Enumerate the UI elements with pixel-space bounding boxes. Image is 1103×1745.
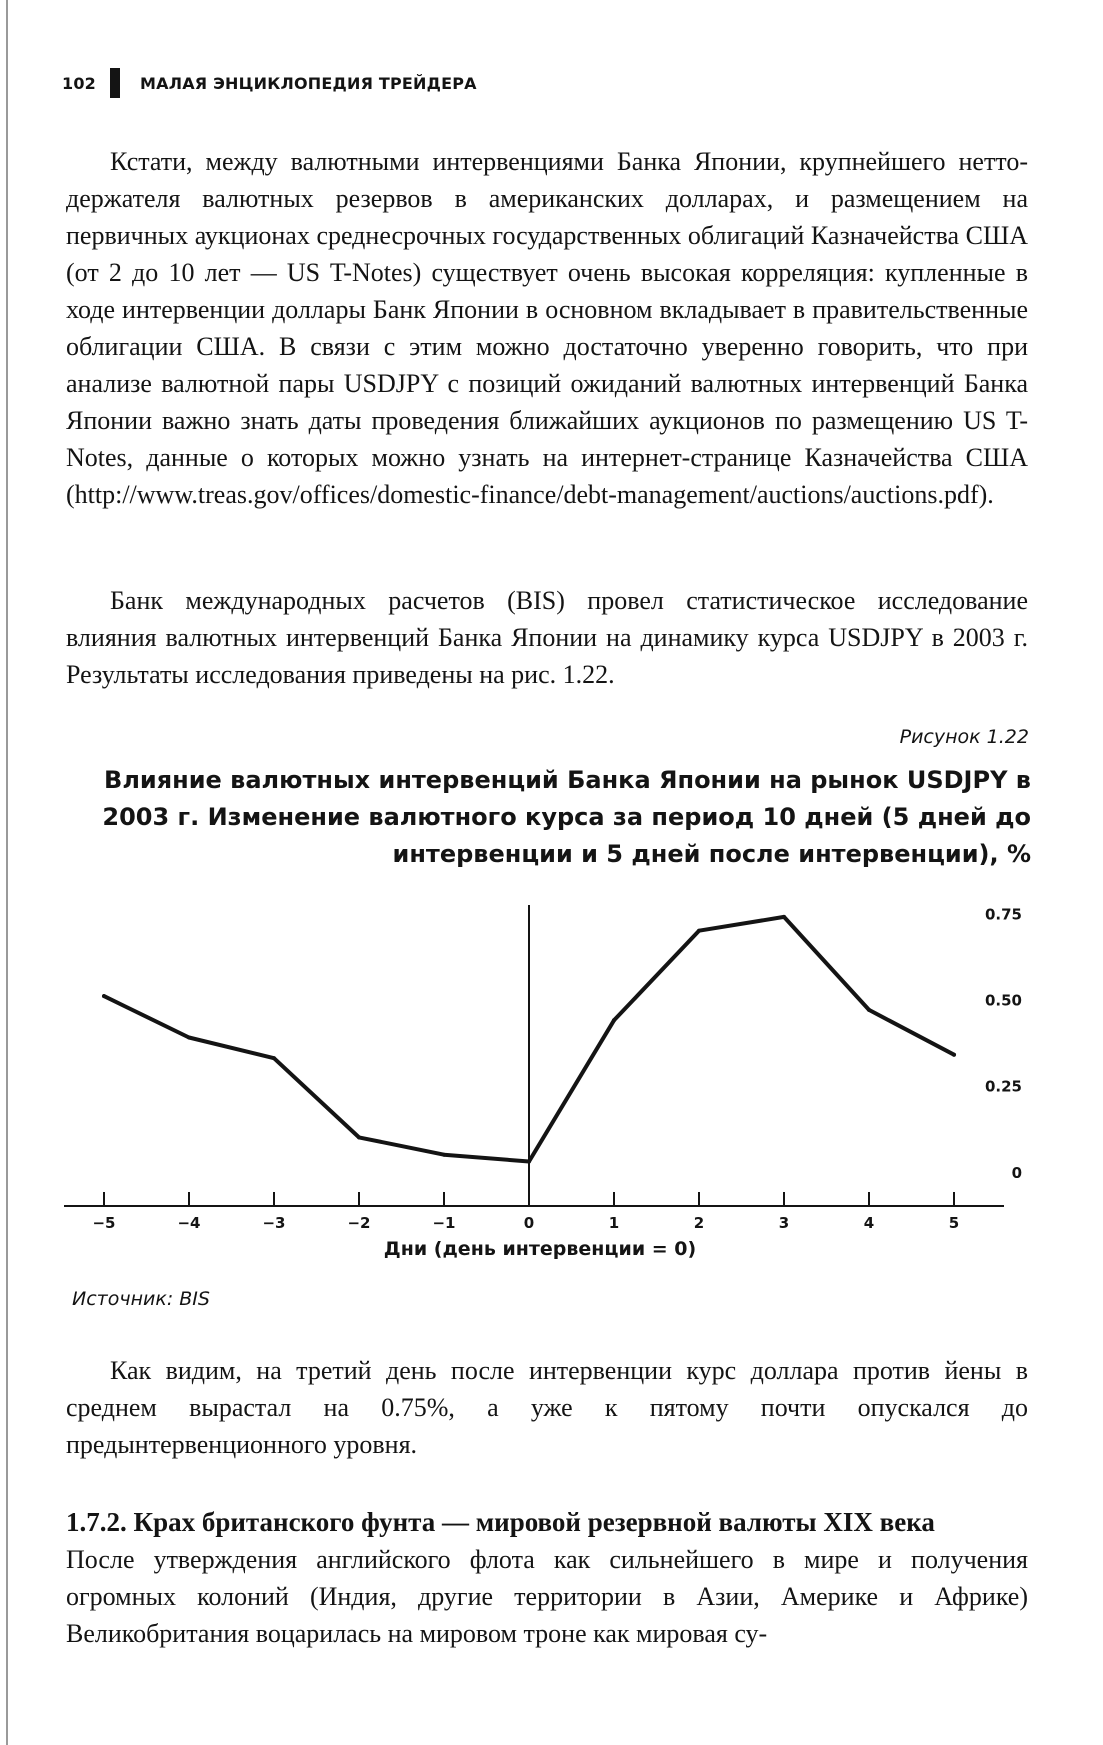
paragraph-conclusion [66, 1352, 1028, 1463]
section-heading: 1.7.2. Крах британского фунта — мировой резервной валюты XIX века [66, 1507, 935, 1537]
x-tick-label: 2 [693, 1214, 705, 1232]
running-header [62, 68, 477, 98]
paragraph-british-pound [66, 1541, 1028, 1652]
page-left-rule [6, 0, 8, 1745]
data-point [442, 1153, 446, 1157]
data-point [782, 915, 786, 919]
running-title: МАЛАЯ ЭНЦИКЛОПЕДИЯ ТРЕЙДЕРА [140, 73, 477, 93]
figure-caption: Рисунок 1.22 [899, 726, 1029, 748]
paragraph-text: После утверждения английского флота как сильнейшего в мире и получения огромных колоний (Индия, другие территории в Азии, Америке и Африке) Великобритания воцарилась на мировом троне как мировая су- [66, 1545, 1028, 1648]
y-tick-label: 0.25 [984, 1077, 1022, 1096]
paragraph-text: Банк международных расчетов (BIS) провел статистическое исследование влияния валютных интервенций Банка Японии на динамику курса USDJPY в 2003 г. Результаты исследования приведены на рис. 1.22. [66, 586, 1028, 689]
y-tick-label: 0 [1011, 1163, 1022, 1182]
x-tick-label: 0 [523, 1214, 535, 1232]
data-point [187, 1036, 191, 1040]
data-point [357, 1135, 361, 1139]
x-tick-label: −4 [177, 1214, 201, 1232]
paragraph-bis-study [66, 582, 1028, 693]
figure-title: Влияние валютных интервенций Банка Японии на рынок USDJPY в 2003 г. Изменение валютного курса за период 10 дней (5 дней до интервенции и 5 дней после интервенции), % [102, 766, 1031, 868]
x-tick-label: −3 [262, 1214, 286, 1232]
data-point [612, 1018, 616, 1022]
x-axis-title: Дни (день интервенции = 0) [383, 1238, 697, 1260]
data-point [272, 1056, 276, 1060]
data-point [102, 994, 106, 998]
paragraph-text: Как видим, на третий день после интервенции курс доллара против йены в среднем вырастал на 0.75%, а уже к пятому почти опускался до предынтервенционного уровня. [66, 1356, 1028, 1459]
data-point [867, 1008, 871, 1012]
x-tick-label: 4 [863, 1214, 875, 1232]
x-tick-label: 3 [778, 1214, 790, 1232]
x-tick-label: 5 [948, 1214, 960, 1232]
y-tick-label: 0.75 [984, 905, 1022, 924]
chart-plot-area [64, 905, 1022, 1232]
paragraph-text: Кстати, между валютными интервенциями Банка Японии, крупнейшего нетто-держателя валютных резервов в американских долларах, и размещением на первичных аукционах среднесрочных государственных облигаций Казначейства США (от 2 до 10 лет — US T-Notes) существует очень высокая корреляция: купленные в ходе интервенции доллары Банк Японии в основном вкладывает в правительственные облигации США. В связи с этим можно достаточно уверенно говорить, что при анализе валютной пары USDJPY с позиций ожиданий валютных интервенций Банка Японии важно знать даты проведения ближайших аукционов по размещению US T-Notes, данные о которых можно узнать на интернет-странице Казначейства США (http://www.treas.gov/offices/domestic-finance/debt-management/auctions/auctions.pdf). [66, 147, 1028, 509]
data-point [527, 1160, 531, 1164]
x-tick-label: −2 [347, 1214, 371, 1232]
page-number: 102 [62, 73, 96, 93]
x-tick-label: −1 [432, 1214, 456, 1232]
header-bar-mark [110, 68, 120, 98]
x-tick-label: 1 [608, 1214, 620, 1232]
y-tick-label: 0.50 [984, 991, 1022, 1010]
data-point [952, 1053, 956, 1057]
intervention-line-chart [64, 890, 1044, 1235]
paragraph-intervention-correlation [66, 143, 1028, 513]
data-point [697, 929, 701, 933]
x-tick-label: −5 [92, 1214, 116, 1232]
figure-source: Источник: BIS [72, 1288, 210, 1310]
